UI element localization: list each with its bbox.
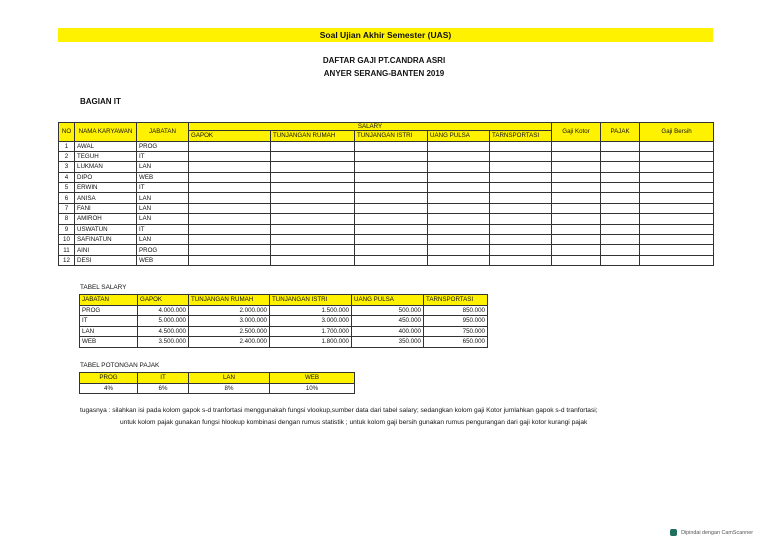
instruction-line-1: tugasnya : silahkan isi pada kolom gapok s-d tranfortasi menggunakah fungsi vlookup,sumber data dari tabel salary; sedangkan kolom gaji Kotor jumlahkan gapok s-d tranfortasi; [80, 407, 598, 414]
employee-jabatan: LAN [137, 162, 189, 172]
row-no: 8 [59, 214, 75, 224]
empty-cell [490, 255, 552, 265]
salary-value: 950.000 [424, 316, 488, 327]
table-row [80, 337, 488, 348]
empty-cell [355, 151, 428, 161]
empty-cell [355, 214, 428, 224]
empty-cell [189, 255, 271, 265]
empty-cell [189, 162, 271, 172]
row-no: 5 [59, 183, 75, 193]
empty-cell [640, 224, 714, 234]
empty-cell [552, 172, 601, 182]
employee-name: DESI [75, 255, 137, 265]
salary-reference-table [79, 294, 488, 348]
empty-cell [355, 141, 428, 151]
empty-cell [601, 183, 640, 193]
empty-cell [552, 183, 601, 193]
empty-cell [552, 255, 601, 265]
employee-jabatan: LAN [137, 203, 189, 213]
salary-value: 1.800.000 [270, 337, 352, 348]
empty-cell [601, 214, 640, 224]
empty-cell [640, 162, 714, 172]
salary-header-cell: TARNSPORTASI [424, 295, 488, 306]
salary-table-caption: TABEL SALARY [80, 284, 127, 291]
empty-cell [490, 183, 552, 193]
empty-cell [552, 193, 601, 203]
empty-cell [271, 235, 355, 245]
employee-name: USWATUN [75, 224, 137, 234]
company-heading: DAFTAR GAJI PT.CANDRA ASRI [322, 56, 446, 65]
salary-value: 500.000 [352, 305, 424, 316]
empty-cell [189, 214, 271, 224]
employee-jabatan: IT [137, 224, 189, 234]
empty-cell [601, 255, 640, 265]
empty-cell [601, 172, 640, 182]
subheader-uang-pulsa: UANG PULSA [428, 131, 490, 142]
empty-cell [428, 255, 490, 265]
empty-cell [552, 141, 601, 151]
table-row [80, 316, 488, 327]
empty-cell [490, 162, 552, 172]
sheet-title: Soal Ujian Akhir Semester (UAS) [58, 28, 713, 42]
salary-value: 750.000 [424, 326, 488, 337]
subheader-gapok: GAPOK [189, 131, 271, 142]
employee-name: SAFINATUN [75, 235, 137, 245]
employee-name: FANI [75, 203, 137, 213]
employee-jabatan: IT [137, 151, 189, 161]
empty-cell [640, 245, 714, 255]
salary-value: 5.000.000 [138, 316, 189, 327]
empty-cell [640, 193, 714, 203]
empty-cell [271, 172, 355, 182]
empty-cell [271, 255, 355, 265]
row-no: 3 [59, 162, 75, 172]
empty-cell [552, 203, 601, 213]
salary-header-cell: TUNJANGAN RUMAH [189, 295, 270, 306]
employee-jabatan: WEB [137, 172, 189, 182]
empty-cell [552, 151, 601, 161]
employee-name: AINI [75, 245, 137, 255]
table-row [59, 162, 714, 172]
row-no: 6 [59, 193, 75, 203]
empty-cell [355, 172, 428, 182]
salary-value: 350.000 [352, 337, 424, 348]
empty-cell [490, 235, 552, 245]
table-row [80, 305, 488, 316]
empty-cell [552, 245, 601, 255]
salary-value: 4.500.000 [138, 326, 189, 337]
empty-cell [640, 172, 714, 182]
employee-jabatan: LAN [137, 214, 189, 224]
salary-list-table [58, 122, 714, 266]
salary-jabatan: IT [80, 316, 138, 327]
empty-cell [189, 172, 271, 182]
empty-cell [601, 162, 640, 172]
row-no: 9 [59, 224, 75, 234]
empty-cell [490, 141, 552, 151]
salary-jabatan: WEB [80, 337, 138, 348]
empty-cell [552, 224, 601, 234]
empty-cell [271, 183, 355, 193]
empty-cell [355, 255, 428, 265]
empty-cell [428, 214, 490, 224]
salary-value: 2.000.000 [189, 305, 270, 316]
empty-cell [189, 141, 271, 151]
empty-cell [640, 151, 714, 161]
empty-cell [355, 162, 428, 172]
employee-jabatan: PROG [137, 245, 189, 255]
empty-cell [271, 141, 355, 151]
table-row [59, 151, 714, 161]
employee-name: AMIROH [75, 214, 137, 224]
empty-cell [355, 193, 428, 203]
salary-header-cell: TUNJANGAN ISTRI [270, 295, 352, 306]
employee-name: DIPO [75, 172, 137, 182]
empty-cell [355, 235, 428, 245]
table-row [59, 245, 714, 255]
employee-jabatan: PROG [137, 141, 189, 151]
salary-value: 3.000.000 [189, 316, 270, 327]
empty-cell [601, 193, 640, 203]
empty-cell [490, 245, 552, 255]
scanner-watermark-text: Dipindai dengan CamScanner [681, 529, 753, 536]
empty-cell [271, 193, 355, 203]
salary-value: 3.500.000 [138, 337, 189, 348]
empty-cell [552, 214, 601, 224]
row-no: 7 [59, 203, 75, 213]
salary-value: 450.000 [352, 316, 424, 327]
empty-cell [355, 203, 428, 213]
table-row [59, 214, 714, 224]
empty-cell [640, 235, 714, 245]
salary-value: 4.000.000 [138, 305, 189, 316]
empty-cell [189, 224, 271, 234]
empty-cell [355, 224, 428, 234]
empty-cell [640, 141, 714, 151]
tax-reference-table [79, 372, 355, 394]
employee-jabatan: WEB [137, 255, 189, 265]
table-row [59, 203, 714, 213]
employee-name: LUKMAN [75, 162, 137, 172]
header-pajak: PAJAK [601, 123, 640, 142]
subheader-tunjangan-istri: TUNJANGAN ISTRI [355, 131, 428, 142]
empty-cell [189, 183, 271, 193]
header-gaji-bersih: Gaji Bersih [640, 123, 714, 142]
empty-cell [355, 245, 428, 255]
tax-header-cell: WEB [270, 373, 355, 384]
empty-cell [271, 162, 355, 172]
empty-cell [601, 203, 640, 213]
empty-cell [428, 235, 490, 245]
empty-cell [490, 151, 552, 161]
row-no: 4 [59, 172, 75, 182]
row-no: 2 [59, 151, 75, 161]
empty-cell [601, 245, 640, 255]
empty-cell [428, 224, 490, 234]
empty-cell [428, 172, 490, 182]
empty-cell [271, 224, 355, 234]
salary-value: 1.500.000 [270, 305, 352, 316]
employee-jabatan: IT [137, 183, 189, 193]
salary-value: 1.700.000 [270, 326, 352, 337]
tax-header-cell: IT [138, 373, 189, 384]
table-row [59, 141, 714, 151]
empty-cell [428, 162, 490, 172]
tax-header-cell: PROG [80, 373, 138, 384]
header-jabatan: JABATAN [137, 123, 189, 142]
subheader-tunjangan-rumah: TUNJANGAN RUMAH [271, 131, 355, 142]
instruction-line-2: untuk kolom pajak gunakan fungsi hlookup kombinasi dengan rumus statistik ; untuk kolom gaji bersih gunakan rumus pengurangan dari gaji kotor kurangi pajak [120, 419, 588, 426]
header-no: NO [59, 123, 75, 142]
empty-cell [189, 193, 271, 203]
salary-header-cell: GAPOK [138, 295, 189, 306]
salary-header-cell: UANG PULSA [352, 295, 424, 306]
employee-name: TEGUH [75, 151, 137, 161]
table-row [59, 172, 714, 182]
empty-cell [601, 141, 640, 151]
salary-jabatan: LAN [80, 326, 138, 337]
empty-cell [189, 151, 271, 161]
empty-cell [428, 151, 490, 161]
table-row [59, 193, 714, 203]
salary-value: 3.000.000 [270, 316, 352, 327]
tax-table-caption: TABEL POTONGAN PAJAK [80, 362, 160, 369]
subheader-transportasi: TARNSPORTASI [490, 131, 552, 142]
row-no: 12 [59, 255, 75, 265]
camscanner-icon [670, 529, 677, 536]
table-row [59, 235, 714, 245]
row-no: 11 [59, 245, 75, 255]
employee-name: ANISA [75, 193, 137, 203]
tax-rate: 4% [80, 383, 138, 394]
empty-cell [271, 151, 355, 161]
empty-cell [189, 245, 271, 255]
empty-cell [271, 214, 355, 224]
empty-cell [490, 172, 552, 182]
empty-cell [640, 183, 714, 193]
row-no: 1 [59, 141, 75, 151]
empty-cell [601, 224, 640, 234]
salary-header-cell: JABATAN [80, 295, 138, 306]
row-no: 10 [59, 235, 75, 245]
empty-cell [490, 214, 552, 224]
empty-cell [428, 183, 490, 193]
empty-cell [428, 245, 490, 255]
scanner-watermark [670, 529, 753, 536]
table-row [80, 326, 488, 337]
empty-cell [355, 183, 428, 193]
empty-cell [490, 203, 552, 213]
empty-cell [428, 203, 490, 213]
salary-value: 850.000 [424, 305, 488, 316]
employee-jabatan: LAN [137, 235, 189, 245]
empty-cell [428, 141, 490, 151]
empty-cell [640, 203, 714, 213]
header-name: NAMA KARYAWAN [75, 123, 137, 142]
empty-cell [428, 193, 490, 203]
tax-rate: 8% [189, 383, 270, 394]
empty-cell [189, 203, 271, 213]
empty-cell [189, 235, 271, 245]
salary-jabatan: PROG [80, 305, 138, 316]
empty-cell [552, 235, 601, 245]
location-heading: ANYER SERANG-BANTEN 2019 [323, 69, 445, 78]
empty-cell [640, 214, 714, 224]
header-salary-group: SALARY [189, 123, 552, 131]
employee-jabatan: LAN [137, 193, 189, 203]
empty-cell [601, 151, 640, 161]
salary-value: 400.000 [352, 326, 424, 337]
empty-cell [271, 203, 355, 213]
section-label: BAGIAN IT [80, 97, 121, 106]
table-row [59, 183, 714, 193]
table-row [59, 255, 714, 265]
empty-cell [271, 245, 355, 255]
empty-cell [490, 193, 552, 203]
salary-value: 650.000 [424, 337, 488, 348]
tax-header-cell: LAN [189, 373, 270, 384]
table-row [59, 224, 714, 234]
tax-rate: 10% [270, 383, 355, 394]
header-gaji-kotor: Gaji Kotor [552, 123, 601, 142]
employee-name: AWAL [75, 141, 137, 151]
empty-cell [601, 235, 640, 245]
salary-value: 2.500.000 [189, 326, 270, 337]
empty-cell [552, 162, 601, 172]
empty-cell [640, 255, 714, 265]
empty-cell [490, 224, 552, 234]
salary-value: 2.400.000 [189, 337, 270, 348]
employee-name: ERWIN [75, 183, 137, 193]
tax-rate: 6% [138, 383, 189, 394]
